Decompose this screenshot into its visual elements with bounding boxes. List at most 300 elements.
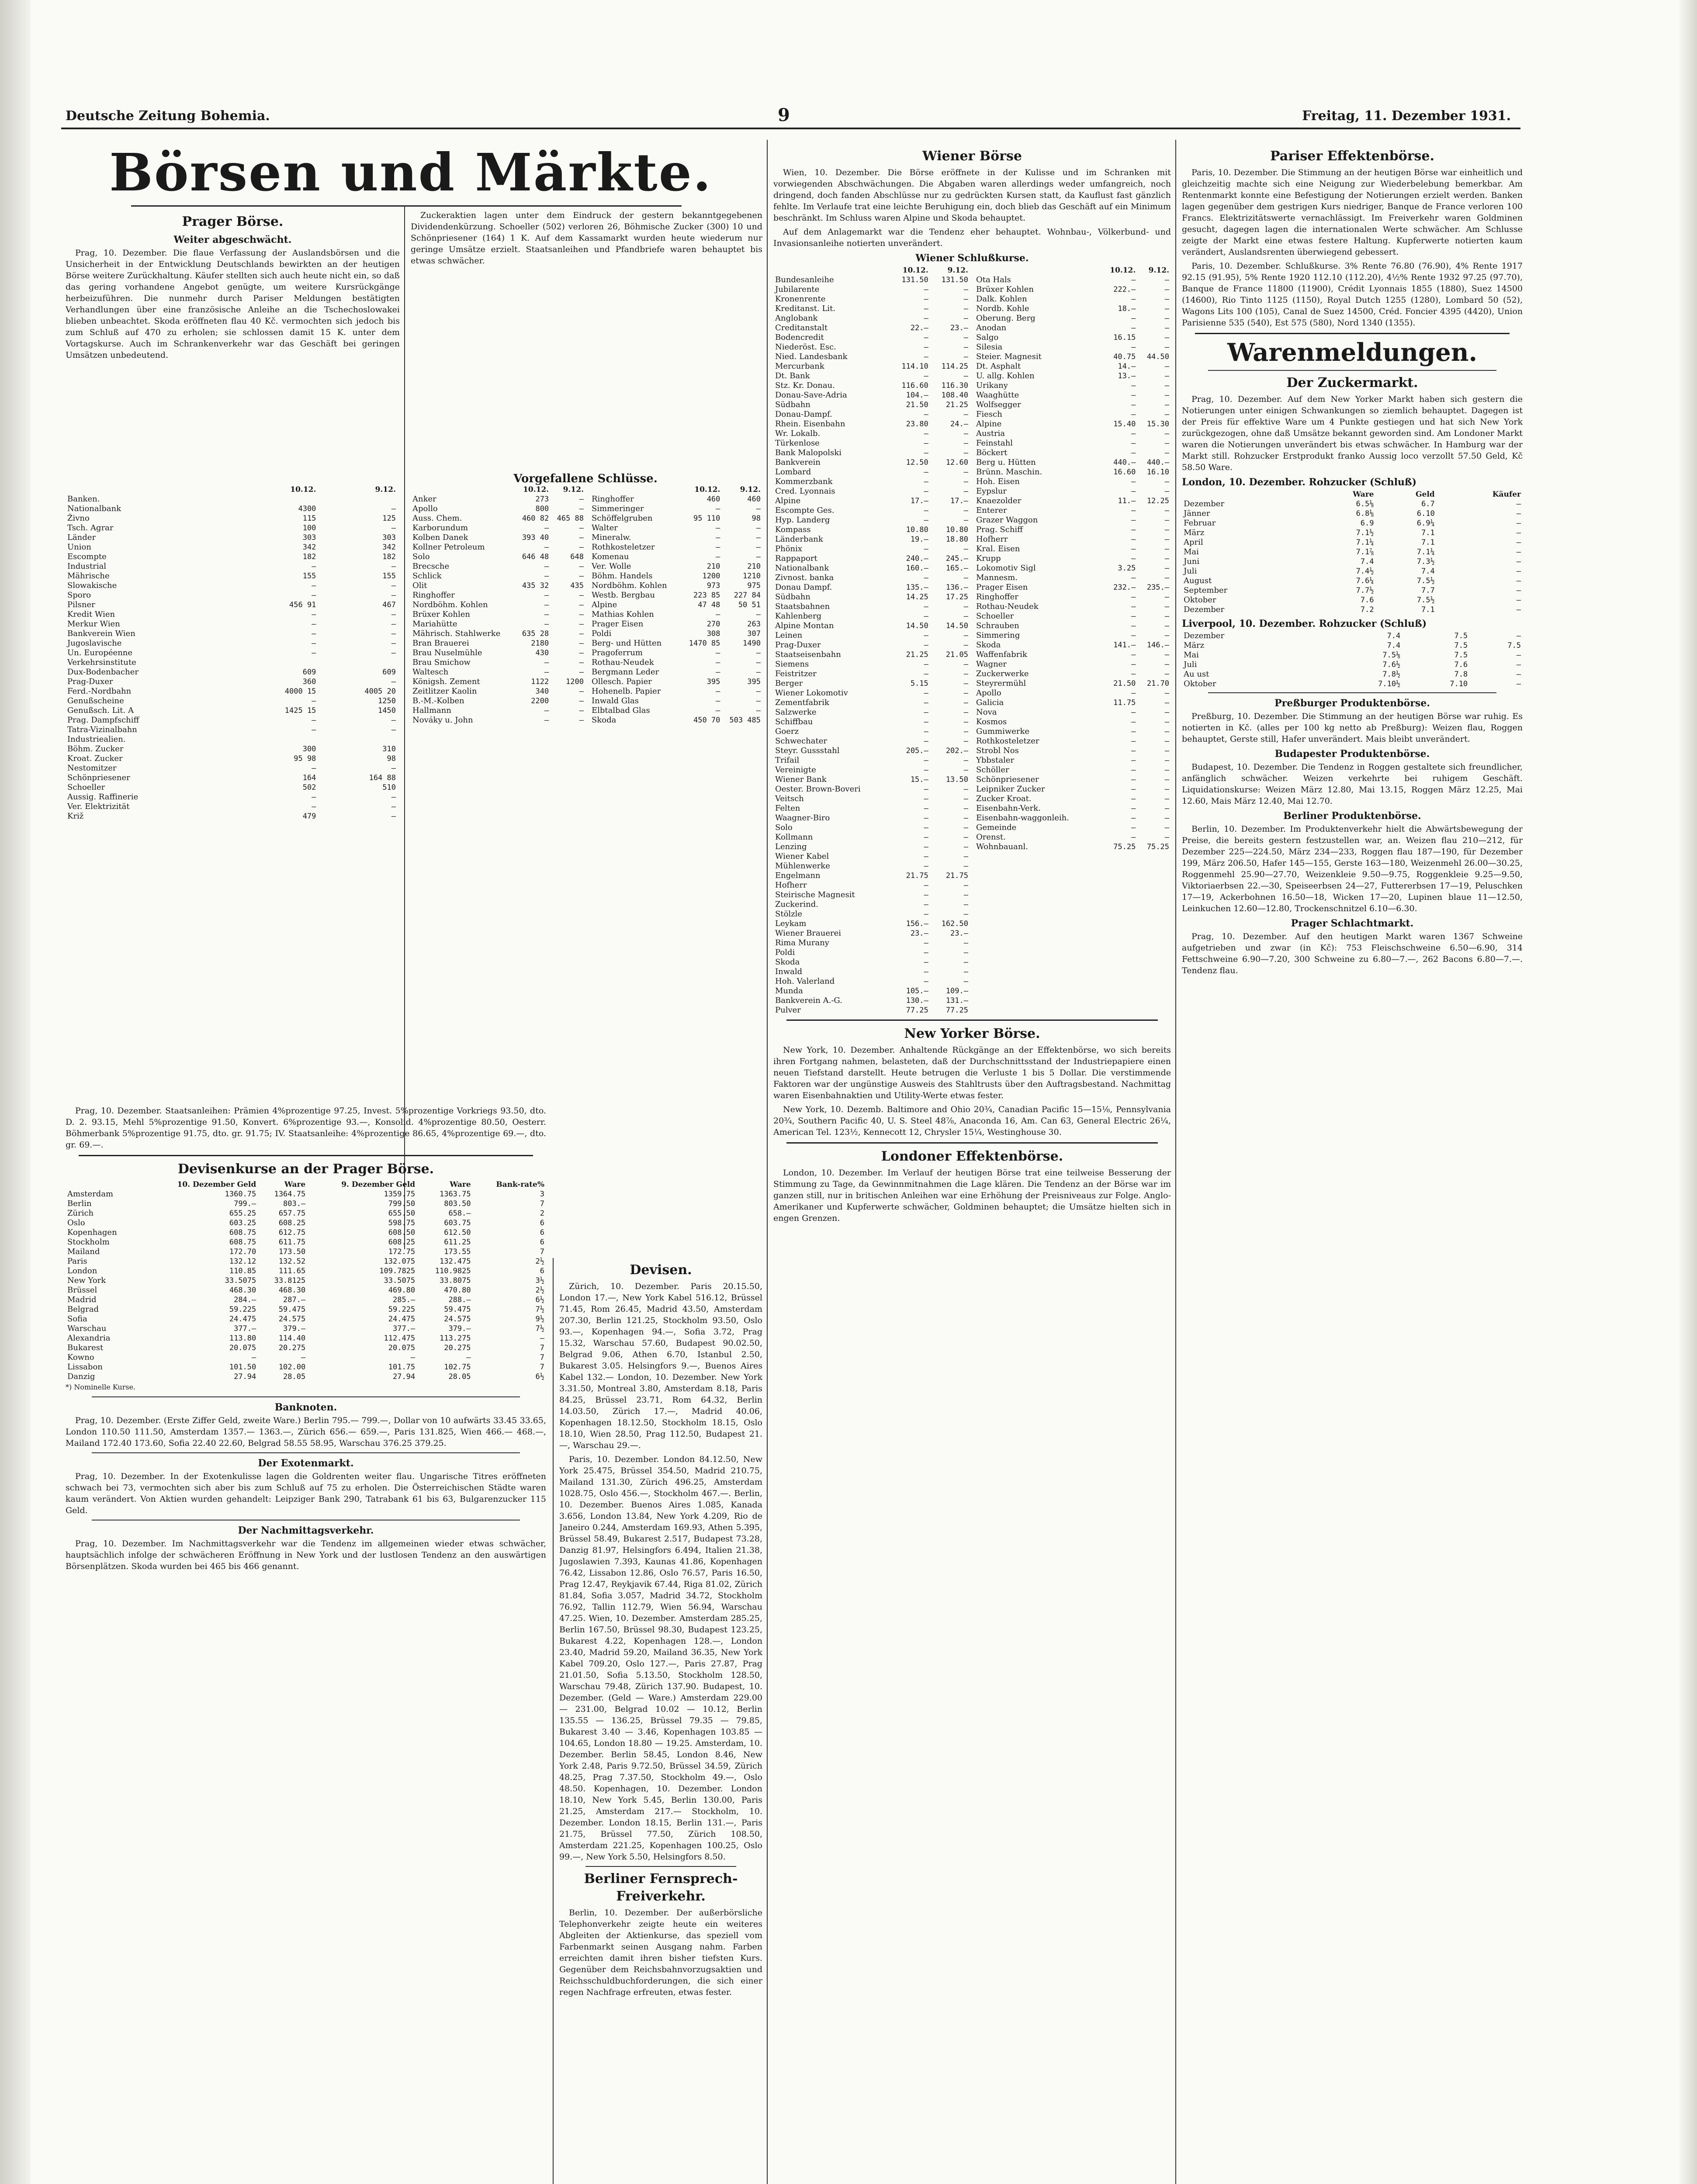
row-value: — [1164,477,1169,486]
row-value: — [756,658,761,667]
table-row [66,504,398,514]
table-header-cell: 10.12. [523,485,549,494]
table-header-cell: 10.12. [290,485,316,494]
row-value: — [544,668,549,677]
table-row [974,477,1171,487]
row-value: — [391,581,396,590]
prager-subtitle: Weiter abgeschwächt. [173,234,292,245]
table-row [66,677,398,687]
table-row [773,362,970,371]
row-label: Leinen [775,631,803,640]
row-value: — [579,610,584,619]
row-value: 227 84 [734,591,761,600]
row-value: — [1131,314,1136,323]
table-row [773,506,970,515]
devisen-note: *) Nominelle Kurse. [66,1383,136,1391]
row-label: Schlick [412,571,442,581]
table-row [1182,641,1523,650]
row-value: 7.5 [1454,651,1468,660]
table-row [773,323,970,333]
table-header-cell: 9. Dezember Geld [341,1180,416,1189]
row-label: Hoh. Valerland [775,977,835,986]
row-value: — [963,737,968,746]
table-row [974,467,1171,477]
table-row [773,756,970,765]
row-value: — [756,687,761,696]
row-label: Sofia [67,1314,87,1324]
table-row [974,515,1171,525]
row-value: 460 [707,495,720,504]
row-value: 75.25 [1146,843,1169,851]
table-row [974,506,1171,515]
row-value: — [924,910,928,919]
row-label: Karborundum [412,523,468,532]
row-label: B.-M.-Kolben [412,696,464,705]
table-row [773,621,970,631]
row-value: — [391,726,396,734]
row-value: — [1164,775,1169,784]
row-value: — [1131,756,1136,765]
row-value: 1359.75 [384,1190,416,1199]
devisenkurse-table [66,1180,546,1382]
row-value: 59.225 [229,1305,256,1314]
row-value: — [1131,660,1136,669]
row-value: 6.7 [1421,500,1435,508]
row-label: Auss. Chem. [412,514,462,523]
row-label: April [1184,538,1203,547]
row-label: Wagner [976,660,1007,669]
row-value: — [1516,651,1521,660]
row-value: — [1516,680,1521,688]
row-value: — [1131,775,1136,784]
row-value: — [924,439,928,448]
table-row [66,1295,546,1305]
row-label: Skoda [592,715,616,725]
row-value: — [544,524,549,532]
row-label: Kowno [67,1353,94,1362]
row-value: 47 48 [698,601,720,609]
row-label: Anglobank [775,314,818,323]
newyork-text: New York, 10. Dezember. Anhaltende Rückgänge an der Effektenbörse, wo sich bereits ihren Fortgang nahmen, belasteten, daß der Durchschnittsstand der Industriepapiere einen neuen Tiefstand darstellt. Heute betrugen die Verluste 1 bis 5 Dollar. Die verstimmende Faktoren war der ungünstige Ausweis des Stahltrusts über den Auftragsbestand. Nachmittag waren Eisenbahnaktien und Utility-Werte etwas fester. [773,1045,1171,1100]
row-value: 131.50 [901,276,928,284]
row-label: Kredit Wien [67,610,115,619]
row-value: 146.— [1146,641,1169,650]
row-label: Rhein. Eisenbahn [775,419,845,429]
table-row [1182,679,1523,689]
row-label: Cred. Lyonnais [775,487,835,496]
row-label: Pulver [775,1006,801,1015]
row-value: — [1131,708,1136,717]
row-value: 136.— [945,583,968,592]
row-value: — [1131,602,1136,611]
table-row [590,523,762,533]
row-value: 205.— [906,746,928,755]
row-value: — [579,562,584,571]
table-row [773,861,970,871]
row-value: — [924,285,928,294]
row-value: — [924,506,928,515]
row-label: Prag-Duxer [67,677,113,686]
row-value: 173.55 [444,1248,471,1256]
row-value: 10.80 [945,525,968,534]
table-row [590,687,762,696]
row-value: — [540,1334,544,1343]
row-label: Pilsner [67,600,95,609]
row-label: Berg u. Hütten [976,458,1036,467]
row-value: 303 [302,533,316,542]
table-row [974,400,1171,410]
row-value: — [1131,833,1136,842]
table-row [974,592,1171,602]
row-label: Apollo [412,504,438,513]
row-label: Stockholm [67,1237,110,1247]
column-pariser-waren [1182,144,1523,2184]
row-value: 7.6 [1454,660,1468,669]
row-value: — [1164,602,1169,611]
row-value: — [391,677,396,686]
row-label: Trifail [775,756,800,765]
table-row [590,610,762,619]
table-row [773,554,970,563]
row-label: Križ [67,812,84,821]
row-value: 7.1 [1421,538,1435,547]
row-label: Salgo [976,333,999,342]
table-row [411,504,585,514]
table-header-cell: 9.12. [1148,266,1169,275]
table-row [411,648,585,658]
row-value: 13.50 [945,775,968,784]
table-row [66,667,398,677]
row-label: Knaezolder [976,496,1022,505]
row-value: 7.6 [1360,596,1374,605]
row-label: Wiener Bank [775,775,827,784]
row-label: Wr. Lokalb. [775,429,821,438]
table-row [66,1286,546,1295]
row-value: 7.1¼ [1416,548,1435,556]
table-row [773,390,970,400]
row-label: Ferd.-Nordbahn [67,687,132,696]
table-row [773,804,970,813]
table-row [66,744,398,754]
row-value: — [963,804,968,813]
row-value: — [716,697,720,705]
row-value: 172.75 [388,1248,416,1256]
table-row [66,1372,546,1382]
row-label: Westb. Bergbau [592,591,655,600]
row-value: 6.10 [1416,509,1435,518]
table-row [773,833,970,842]
row-value: — [391,802,396,811]
table-row [411,658,585,667]
row-label: Mai [1184,547,1199,556]
row-value: 7½ [535,1305,544,1314]
row-label: Kreditanst. Lit. [775,304,836,313]
row-label: Pragoferrum [592,648,643,657]
row-value: 116.60 [901,381,928,390]
row-label: Kopenhagen [67,1228,117,1237]
table-row [974,583,1171,592]
row-label: Schöffelgruben [592,514,653,523]
row-value: 15.— [910,775,928,784]
row-label: Brüxer Kohlen [976,285,1034,294]
row-label: Tatra-Vizinalbahn [67,725,137,734]
row-value: 6.9¼ [1416,519,1435,528]
row-value: — [312,793,316,802]
table-row [974,371,1171,381]
row-label: Bankverein Wien [67,629,135,638]
row-value: 270 [707,620,720,629]
row-value: — [1164,314,1169,323]
row-value: — [924,516,928,525]
wiener-schlusskurse [773,266,1171,1015]
table-banks [66,485,398,821]
row-value: 18.80 [945,535,968,544]
row-value: — [924,968,928,976]
row-label: Jänner [1184,509,1210,518]
row-label: Böckert [976,448,1008,457]
table-row [66,629,398,639]
table-row [1182,567,1523,576]
row-label: Ybbstaler [976,756,1015,765]
table-row [590,639,762,648]
row-value: — [579,706,584,715]
row-value: 182 [382,553,396,561]
row-label: Bukarest [67,1343,104,1352]
table-row [974,275,1171,285]
row-label: Zürich [67,1209,94,1218]
separator [92,1520,520,1521]
separator [92,1452,520,1453]
row-value: 125 [382,514,396,523]
row-value: — [1131,670,1136,678]
row-label: Mühlenwerke [775,861,830,871]
row-value: 23.80 [906,420,928,429]
row-value: 6 [540,1238,544,1247]
row-label: Amsterdam [67,1189,114,1199]
column-devisen [559,1258,762,2184]
row-label: Bodencredit [775,333,824,342]
row-value: 164 88 [369,774,396,782]
row-value: — [963,833,968,842]
row-value: 14.— [1118,362,1136,371]
row-value: — [1131,574,1136,582]
row-value: — [963,602,968,611]
separator [1208,692,1496,693]
row-value: — [716,706,720,715]
row-value: — [924,795,928,803]
row-value: 285.— [392,1296,416,1304]
table-header-cell: Bank-rate% [496,1180,544,1189]
row-value: — [1164,574,1169,582]
row-value: 6 [540,1228,544,1237]
row-value: — [1131,410,1136,419]
row-value: 308 [707,629,720,638]
row-value: — [924,487,928,496]
row-value: 608.75 [229,1238,256,1247]
banknoten-text: Prag, 10. Dezember. (Erste Ziffer Geld, zweite Ware.) Berlin 795.— 799.—, Dollar von 10 aufwärts 33.45 33.65, London 110.50 111.50, Amsterdam 1357.— 1363.—, Zürich 656.— 659.—, Paris 131.825, Wien 466.— 468.—, Mailand 172.40 173.60, Sofia 22.40 22.60, Belgrad 58.55 58.95, Warschau 376.25 379.25. [66,1416,546,1448]
row-value: 21.50 [906,401,928,409]
row-value: — [924,862,928,871]
row-value: 95 98 [294,754,316,763]
table-row [974,736,1171,746]
row-value: — [1131,612,1136,621]
row-value: — [924,948,928,957]
row-value: — [1131,276,1136,284]
row-label: Gemeinde [976,823,1017,832]
table-row [590,514,762,523]
row-value: 440.— [1113,458,1136,467]
table-row [1182,557,1523,567]
table-row [974,602,1171,612]
row-value: 114.25 [941,362,968,371]
row-label: Steyr. Gussstahl [775,746,840,755]
table-row [773,717,970,727]
budapest-title: Budapester Produktenbörse. [1274,748,1430,760]
row-label: Urikany [976,381,1008,390]
row-value: 113.275 [439,1334,471,1343]
row-value: — [924,468,928,477]
london-zucker-title: London, 10. Dezember. Rohzucker (Schluß) [1182,477,1417,488]
row-value: — [756,649,761,657]
row-label: Kosmos [976,717,1007,726]
row-label: Oktober [1184,595,1216,605]
table-row [773,852,970,861]
row-value: — [1164,410,1169,419]
row-label: Nordb. Kohle [976,304,1029,313]
table-row [411,715,585,725]
row-value: 33.8125 [274,1276,306,1285]
row-value: — [716,658,720,667]
row-label: Sporo [67,591,91,600]
row-value: — [963,333,968,342]
row-label: Hohenelb. Papier [592,687,661,696]
table-row [773,986,970,996]
row-value: — [963,343,968,352]
row-value: — [924,727,928,736]
row-value: — [963,679,968,688]
row-value: — [1516,586,1521,595]
table-header-row [590,485,762,494]
row-label: Nationalbank [775,563,829,573]
row-value: 608.25 [278,1219,306,1227]
row-label: Bankverein [775,458,821,467]
row-value: 6.8⅛ [1356,509,1374,518]
row-label: Goerz [775,727,799,736]
row-label: Union [67,543,91,552]
row-value: 7 [540,1353,544,1362]
row-value: — [466,1353,471,1362]
table-row [590,600,762,610]
row-value: — [312,620,316,629]
row-value: 603.25 [229,1219,256,1227]
table-row [1182,576,1523,586]
row-value: 1210 [743,572,761,581]
table-row [773,688,970,698]
row-label: Bank Malopolski [775,448,842,457]
table-row [590,571,762,581]
row-label: Mährisch. Stahlwerke [412,629,501,638]
row-label: Nationalbank [67,504,121,513]
table-header-cell: 10.12. [694,485,720,494]
row-value: — [579,629,584,638]
row-value: — [579,697,584,705]
row-label: Zeitlitzer Kaolin [412,687,477,696]
row-value: — [1516,670,1521,679]
main-title: Börsen und Märkte. [109,142,712,203]
table-row [974,708,1171,717]
row-label: Mariahütte [412,619,457,629]
row-label: Juli [1184,567,1197,576]
table-row [66,1343,546,1353]
row-label: Prager Eisen [976,583,1028,592]
row-value: — [716,649,720,657]
row-label: Eisenbahn-Verk. [976,804,1041,813]
row-value: 287.— [283,1296,306,1304]
row-label: Oberung. Berg [976,314,1036,323]
table-row [590,658,762,667]
row-value: — [1164,785,1169,794]
row-value: 16.10 [1146,468,1169,477]
row-label: März [1184,641,1205,650]
row-label: New York [67,1276,106,1285]
row-value: 98 [387,754,396,763]
row-value: 7.1 [1421,605,1435,614]
table-row [773,602,970,612]
table-row [66,706,398,715]
row-value: 165.— [945,564,968,573]
row-label: Rothau-Neudek [592,658,654,667]
table-row [974,496,1171,506]
row-value: 395 [707,677,720,686]
row-label: Wohnbauanl. [976,842,1028,851]
row-value: 21.05 [945,650,968,659]
row-value: — [1131,804,1136,813]
row-value: — [756,524,761,532]
table-row [66,1218,546,1228]
row-value: — [963,843,968,851]
row-value: 22.— [910,324,928,332]
table-row [66,639,398,648]
row-value: 75.25 [1113,843,1136,851]
row-value: 21.25 [945,401,968,409]
row-label: Apollo [976,688,1001,698]
table-row [590,581,762,591]
row-value: 223 85 [693,591,720,600]
row-label: Zuckerind. [775,900,818,909]
row-value: 162.50 [941,919,968,928]
row-value: 7½ [535,1324,544,1333]
row-label: Enterer [976,506,1007,515]
row-value: — [963,612,968,621]
pariser-text-2: Paris, 10. Dezember. Schlußkurse. 3% Rente 76.80 (76.90), 4% Rente 1917 92.15 (91.95), 5% Rente 1920 112.10 (112.20), 4½% Rente 1932 97.25 (97.70), Banque de France 11800 (11900), Crédit Lyonnais 1855 (1880), Suez 14500 (14600), Rio Tinto 1125 (1150), Royal Dutch 1255 (1280), Lombard 50 (52), Wagons Lits 100 (105), Canal de Suez 14500, Créd. Foncier 4395 (4420), Union Parisienne 535 (540), Est 575 (580), Nord 1340 (1355). [1182,261,1523,328]
table-row [773,640,970,650]
table-row [974,823,1171,833]
row-value: — [924,295,928,304]
row-value: — [1164,439,1169,448]
table-row [773,333,970,342]
row-value: — [312,764,316,773]
table-row [773,890,970,900]
row-value: — [1131,545,1136,553]
table-row [411,562,585,571]
row-value: — [756,533,761,542]
row-label: Alpine [592,600,617,609]
row-value: — [924,372,928,380]
row-label: Ringhoffer [592,494,634,504]
table-header-cell: Ware [1353,490,1374,499]
table-row [66,1209,546,1218]
row-value: — [963,516,968,525]
